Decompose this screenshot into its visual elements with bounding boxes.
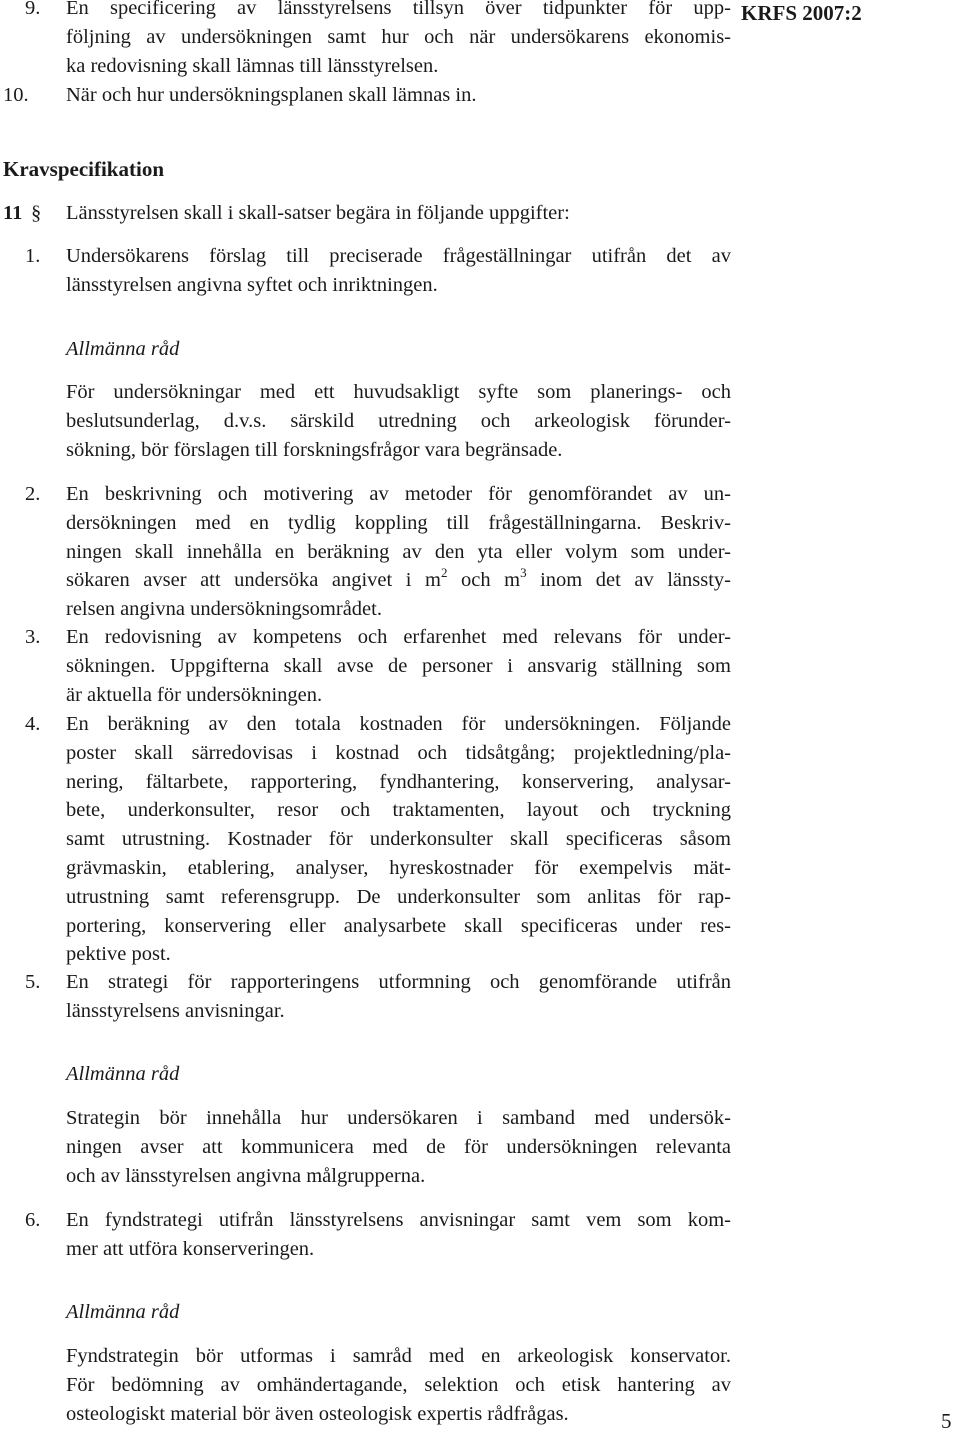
list-item-line: Undersökarens förslag till preciserade frågeställningar utifrån det av <box>66 245 731 267</box>
list-item-line: mer att utföra konserveringen. <box>66 1237 315 1260</box>
superscript: 2 <box>440 564 448 580</box>
list-item-2 <box>3 480 731 624</box>
advice-line: ningen avser att kommunicera med de för undersökningen relevanta <box>66 1135 731 1158</box>
advice-line: beslutsunderlag, d.v.s. särskild utredning och arkeologisk förunder- <box>66 409 731 432</box>
list-item-number: 9. <box>25 0 41 19</box>
advice-text <box>66 1104 731 1190</box>
list-item-number: 4. <box>25 713 41 735</box>
list-item-line: När och hur undersökningsplanen skall lämnas in. <box>66 84 477 106</box>
list-item-number: 2. <box>25 483 41 505</box>
section-number: 11 <box>3 202 23 224</box>
advice-label: Allmänna råd <box>66 1063 180 1085</box>
list-item-line: portering, konservering eller analysarbete skall specificeras under res- <box>66 914 731 937</box>
list-item-number: 1. <box>25 245 41 267</box>
advice-line: För bedömning av omhändertagande, selektion och etisk hantering av <box>66 1373 731 1396</box>
list-item-line: nering, fältarbete, rapportering, fyndhantering, konservering, analysar- <box>66 770 731 793</box>
list-item-line: är aktuella för undersökningen. <box>66 683 323 706</box>
list-item-line: länsstyrelsens anvisningar. <box>66 999 285 1022</box>
advice-line: Strategin bör innehålla hur undersökaren i samband med undersök- <box>66 1107 731 1129</box>
list-item-line: En redovisning av kompetens och erfarenhet med relevans för under- <box>66 626 731 648</box>
list-item-line: En specificering av länsstyrelsens tillsyn över tidpunkter för upp- <box>66 0 731 19</box>
list-item-line: länsstyrelsen angivna syftet och inriktningen. <box>66 273 438 296</box>
list-item-line: En strategi för rapporteringens utformning och genomförande utifrån <box>66 971 731 993</box>
list-item-line: ka redovisning skall lämnas till länsstyrelsen. <box>66 54 439 77</box>
list-item-line: grävmaskin, etablering, analyser, hyreskostnader för exempelvis mät- <box>66 856 731 879</box>
list-item-line: En beräkning av den totala kostnaden för undersökningen. Följande <box>66 713 731 735</box>
list-item-number: 3. <box>25 626 41 648</box>
page-number: 5 <box>941 1409 952 1433</box>
list-item-10 <box>3 81 731 110</box>
superscript: 3 <box>520 564 527 580</box>
section-heading: Kravspecifikation <box>3 157 164 181</box>
list-item-9 <box>3 0 731 80</box>
advice-line: Fyndstrategin bör utformas i samråd med en arkeologisk konservator. <box>66 1345 731 1367</box>
list-item-6 <box>3 1206 731 1264</box>
list-item-line: samt utrustning. Kostnader för underkonsulter skall specificeras såsom <box>66 828 731 851</box>
list-item-line: bete, underkonsulter, resor och traktamenten, layout och tryckning <box>66 799 731 822</box>
advice-line: För undersökningar med ett huvudsakligt syfte som planerings- och <box>66 381 731 403</box>
list-item-line: En beskrivning och motivering av metoder för genomförandet av un- <box>66 483 731 505</box>
advice-line: osteologiskt material bör även osteologisk expertis rådfrågas. <box>66 1402 569 1425</box>
document-code: KRFS 2007:2 <box>741 1 862 25</box>
list-item-4 <box>3 710 731 969</box>
list-item-number: 6. <box>25 1209 41 1231</box>
section-text: Länsstyrelsen skall i skall-satser begära in följande uppgifter: <box>66 202 570 224</box>
advice-label: Allmänna råd <box>66 338 180 360</box>
advice-text <box>66 378 731 464</box>
list-item-number: 5. <box>25 971 41 993</box>
list-item-line-with-units: sökaren avser att undersöka angivet i $m^2$ och $m^3$ inom det av länssty- <box>66 564 732 592</box>
advice-label: Allmänna råd <box>66 1301 180 1323</box>
list-item-5 <box>3 968 731 1026</box>
section-symbol: § <box>31 202 42 224</box>
list-item-line: följning av undersökningen samt hur och när undersökarens ekonomis- <box>66 25 731 48</box>
list-item-line: ningen skall innehålla en beräkning av den yta eller volym som under- <box>66 540 731 563</box>
list-item-line: En fyndstrategi utifrån länsstyrelsens anvisningar samt vem som kom- <box>66 1209 731 1231</box>
list-item-line: pektive post. <box>66 943 171 966</box>
list-item-line: utrustning samt referensgrupp. De underkonsulter som anlitas för rap- <box>66 885 731 908</box>
list-item-3 <box>3 623 731 709</box>
advice-text <box>66 1342 731 1428</box>
section-intro <box>3 199 731 227</box>
list-item-line: relsen angivna undersökningsområdet. <box>66 598 382 621</box>
list-item-line: dersökningen med en tydlig koppling till frågeställningarna. Beskriv- <box>66 511 731 534</box>
list-item-line: sökningen. Uppgifterna skall avse de personer i ansvarig ställning som <box>66 654 731 677</box>
list-item-1 <box>3 242 731 300</box>
list-item-number: 10. <box>3 84 29 106</box>
advice-line: sökning, bör förslagen till forskningsfrågor vara begränsade. <box>66 438 563 461</box>
advice-line: och av länsstyrelsen angivna målgrupperna. <box>66 1164 426 1187</box>
list-item-line: poster skall särredovisas i kostnad och tidsåtgång; projektledning/pla- <box>66 741 731 764</box>
